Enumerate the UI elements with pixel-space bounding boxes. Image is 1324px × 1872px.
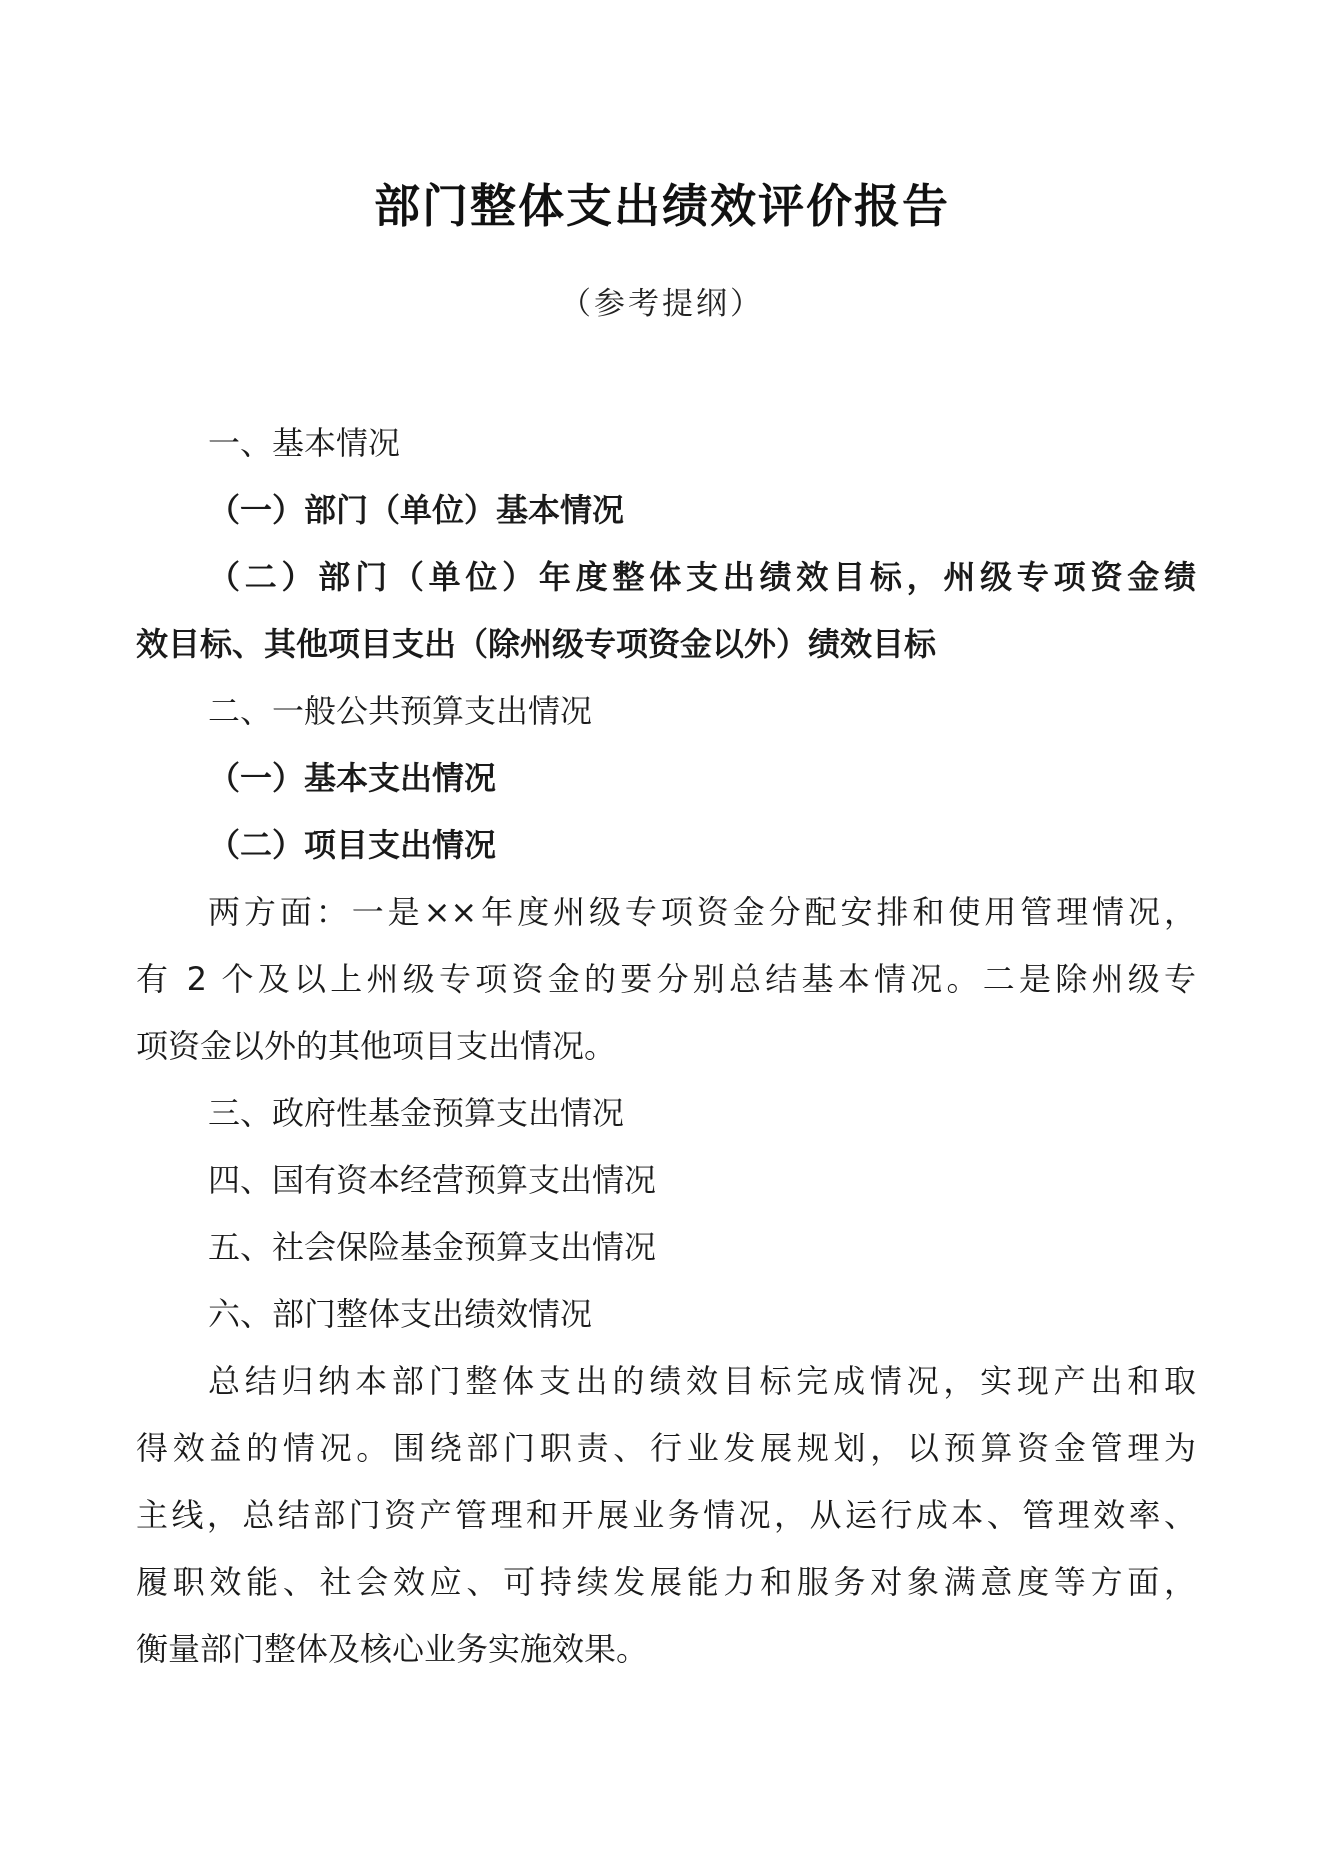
text-line: 衡量部门整体及核心业务实施效果。 (136, 1630, 649, 1668)
text-line: 有 2 个及以上州级专项资金的要分别总结基本情况。二是除州级专 (136, 960, 1196, 998)
section-heading: 五、社会保险基金预算支出情况 (208, 1228, 657, 1266)
text-line: 两方面：一是××年度州级专项资金分配安排和使用管理情况， (208, 893, 1196, 931)
document-body (136, 410, 1196, 1683)
text-line: （二）部门（单位）年度整体支出绩效目标，州级专项资金绩 (208, 558, 1196, 596)
text-line: 履职效能、社会效应、可持续发展能力和服务对象满意度等方面， (136, 1563, 1196, 1601)
section-heading: 三、政府性基金预算支出情况 (208, 1094, 625, 1132)
subsection-heading-multiline (136, 544, 1196, 678)
subsection-heading: （二）项目支出情况 (208, 826, 497, 864)
text-line: 效目标、其他项目支出（除州级专项资金以外）绩效目标 (136, 625, 937, 663)
text-line: 主线，总结部门资产管理和开展业务情况，从运行成本、管理效率、 (136, 1496, 1196, 1534)
section-heading: 六、部门整体支出绩效情况 (208, 1295, 593, 1333)
paragraph (136, 879, 1196, 1080)
section-heading: 二、一般公共预算支出情况 (208, 692, 593, 730)
text-line: 项资金以外的其他项目支出情况。 (136, 1027, 617, 1065)
section-heading: 四、国有资本经营预算支出情况 (208, 1161, 657, 1199)
paragraph (136, 1348, 1196, 1683)
subsection-heading: （一）基本支出情况 (208, 759, 497, 797)
text-line: 总结归纳本部门整体支出的绩效目标完成情况，实现产出和取 (208, 1362, 1196, 1400)
subsection-heading: （一）部门（单位）基本情况 (208, 491, 625, 529)
text-line: 得效益的情况。围绕部门职责、行业发展规划，以预算资金管理为 (136, 1429, 1196, 1467)
section-heading: 一、基本情况 (208, 424, 401, 462)
document-subtitle: （参考提纲） (560, 286, 764, 322)
document-title: 部门整体支出绩效评价报告 (374, 179, 950, 233)
